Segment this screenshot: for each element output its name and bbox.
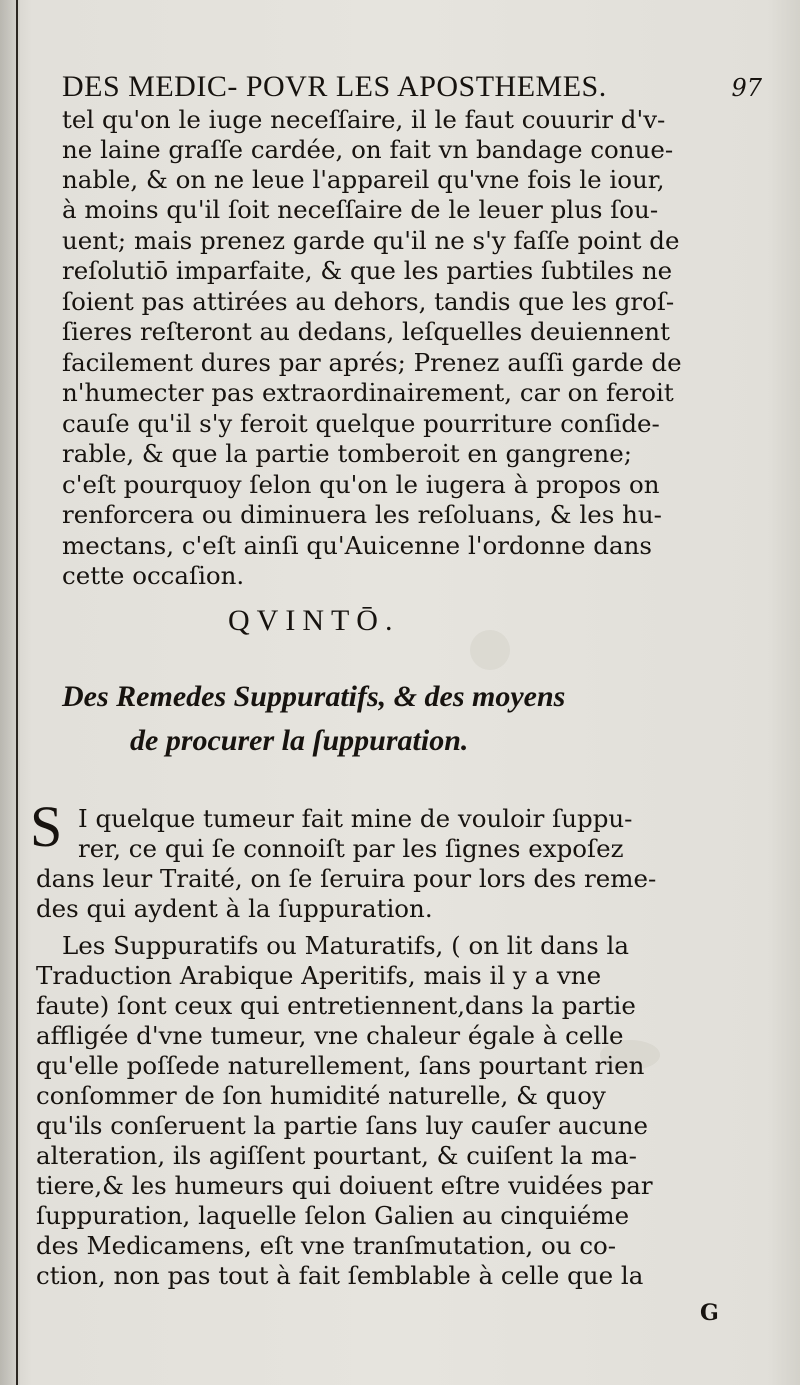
text-line: uent; mais prenez garde qu'il ne s'y faſſe point de <box>62 226 680 255</box>
page-number: 97 <box>731 74 762 102</box>
drop-capital: S <box>30 794 63 859</box>
text-line: rable, & que la partie tomberoit en gangrene; <box>62 439 632 468</box>
text-line: Traduction Arabique Aperitifs, mais il y a vne <box>36 961 602 990</box>
text-line: qu'ils conſeruent la partie ſans luy cauſer aucune <box>36 1111 649 1140</box>
text-line: I quelque tumeur fait mine de vouloir ſuppu- <box>78 804 633 833</box>
text-line: rer, ce qui ſe connoiſt par les ſignes expoſez <box>78 834 624 863</box>
text-line: alteration, ils agiſſent pourtant, & cuiſent la ma- <box>36 1141 637 1170</box>
text-line: cette occaſion. <box>62 561 245 590</box>
text-line: ſoient pas attirées au dehors, tandis que les groſ- <box>62 287 675 316</box>
text-line: tel qu'on le iuge neceſſaire, il le faut couurir d'v- <box>62 105 666 134</box>
text-line: faute) ſont ceux qui entretiennent,dans la partie <box>36 991 636 1020</box>
text-line: qu'elle poſſede naturellement, ſans pourtant rien <box>36 1051 645 1080</box>
paper-stain <box>470 630 510 670</box>
text-line: tiere,& les humeurs qui doiuent eſtre vuidées par <box>36 1171 653 1200</box>
text-line: conſommer de ſon humidité naturelle, & quoy <box>36 1081 606 1110</box>
text-line: affligée d'vne tumeur, vne chaleur égale à celle <box>36 1021 624 1050</box>
text-line: dans leur Traité, on ſe ſeruira pour lors des reme- <box>36 864 657 893</box>
text-line: à moins qu'il ſoit neceſſaire de le leuer plus ſou- <box>62 195 659 224</box>
text-line: ne laine graſſe cardée, on fait vn bandage conue- <box>62 135 674 164</box>
running-head: DES MEDIC- POVR LES APOSTHEMES. <box>62 70 607 103</box>
section-subtitle: de procurer la ſuppuration. <box>130 724 469 757</box>
text-line: mectans, c'eſt ainſi qu'Auicenne l'ordonne dans <box>62 531 652 560</box>
text-line: des Medicamens, eſt vne tranſmutation, ou co- <box>36 1231 617 1260</box>
text-line: Les Suppuratifs ou Maturatifs, ( on lit dans la <box>62 931 629 960</box>
catchword: G <box>700 1300 719 1326</box>
section-title: QVINTŌ. <box>228 604 400 637</box>
text-line: renforcera ou diminuera les reſoluans, & les hu- <box>62 500 662 529</box>
text-line: ſieres reſteront au dedans, leſquelles deuiennent <box>62 317 670 346</box>
text-line: n'humecter pas extraordinairement, car on feroit <box>62 378 674 407</box>
text-line: cauſe qu'il s'y feroit quelque pourriture conſide- <box>62 409 660 438</box>
text-line: reſolutiō imparfaite, & que les parties ſubtiles ne <box>62 256 673 285</box>
text-line: ction, non pas tout à fait ſemblable à celle que la <box>36 1261 644 1290</box>
text-line: c'eſt pourquoy ſelon qu'on le iugera à propos on <box>62 470 660 499</box>
text-line: nable, & on ne leue l'appareil qu'vne fois le iour, <box>62 165 665 194</box>
text-line: des qui aydent à la ſuppuration. <box>36 894 433 923</box>
text-line: ſuppuration, laquelle ſelon Galien au cinquiéme <box>36 1201 630 1230</box>
text-line: facilement dures par aprés; Prenez auſſi garde de <box>62 348 682 377</box>
binding-edge-line <box>16 0 18 1385</box>
section-subtitle: Des Remedes Suppuratifs, & des moyens <box>62 680 566 713</box>
